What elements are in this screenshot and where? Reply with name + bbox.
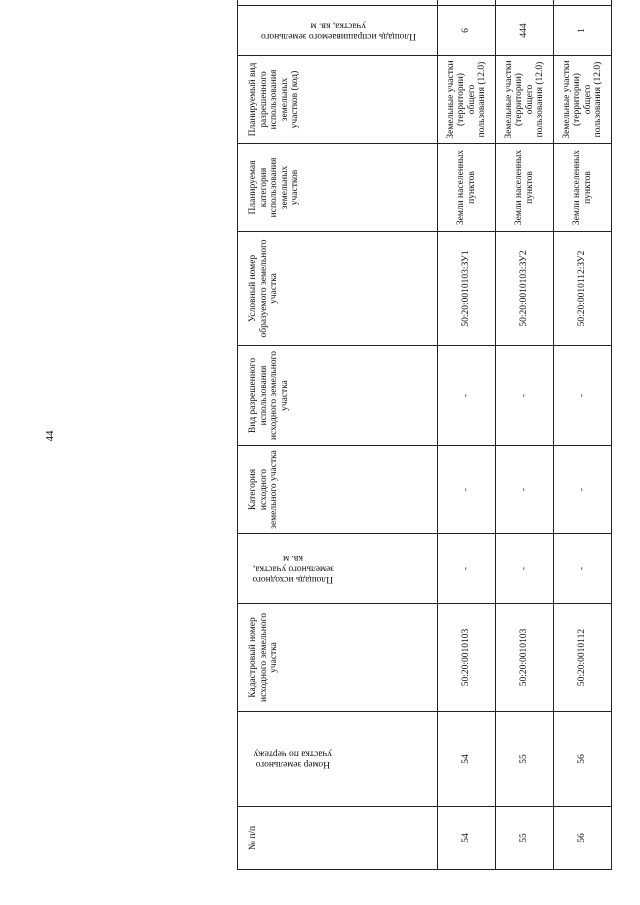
table-cell: 55: [496, 712, 554, 807]
header-text: Площадь испрашиваемого земельного участка, кв. м: [260, 20, 416, 41]
header-cell: [238, 56, 438, 144]
table-cell: 50:20:0010112: [554, 604, 612, 712]
page-number: 44: [44, 430, 56, 442]
header-text: Условный номер образуемого земельного участка: [248, 239, 279, 338]
table-cell: -: [438, 346, 496, 446]
table-cell: 50:20:0010103:ЗУ2: [496, 232, 554, 346]
header-cell: [238, 232, 438, 346]
header-cell: [238, 144, 438, 232]
table-cell: 50:20:0010112:ЗУ2: [554, 232, 612, 346]
header-text: Вид разрешенного использования исходного земельного участка: [248, 351, 290, 441]
header-text: № п/п: [248, 825, 258, 851]
table-cell: [496, 0, 554, 6]
header-cell: [238, 346, 438, 446]
header-text: Планируемая категория использования земельных участков: [248, 157, 300, 218]
header-cell: [238, 807, 438, 870]
table-cell: 50:20:0010103: [438, 604, 496, 712]
rotated-table-wrapper: [237, 5, 603, 870]
table-cell: 56: [554, 712, 612, 807]
header-text: Категория исходного земельного участка: [248, 450, 279, 529]
table-cell: 55: [496, 807, 554, 870]
table-cell: Земли населенных пунктов: [496, 144, 554, 232]
header-text: Площадь исходного земельного участка, кв. м: [252, 553, 334, 585]
table-cell: -: [496, 534, 554, 604]
table-cell: 56: [554, 807, 612, 870]
table-cell: Земельные участки (территории) общего пользования (12.0): [554, 56, 612, 144]
table-cell: 54: [438, 712, 496, 807]
table-row: [438, 0, 496, 870]
table-cell: Земельные участки (территории) общего пользования (12.0): [438, 56, 496, 144]
header-text: Номер земельного участка по чертежу: [253, 749, 333, 770]
table-cell: Земли населенных пунктов: [438, 144, 496, 232]
header-cell: [238, 446, 438, 534]
header-cell: [238, 604, 438, 712]
header-cell: [238, 712, 438, 807]
table-cell: Земельные участки (территории) общего пользования (12.0): [496, 56, 554, 144]
header-cell: [238, 6, 438, 56]
table-cell: 1: [554, 6, 612, 56]
table-cell: [554, 0, 612, 6]
table-row: [496, 0, 554, 870]
header-text: Планируемый вид разрешенного использования земельных участков (код): [248, 62, 300, 137]
table-cell: -: [554, 534, 612, 604]
header-cell: [238, 0, 438, 6]
table-cell: -: [438, 534, 496, 604]
header-cell: [238, 534, 438, 604]
table-cell: -: [496, 346, 554, 446]
table-cell: 444: [496, 6, 554, 56]
table-row: [554, 0, 612, 870]
table-header-row: [238, 0, 438, 870]
table-cell: -: [554, 446, 612, 534]
table-cell: -: [438, 446, 496, 534]
table-cell: 50:20:0010103:ЗУ1: [438, 232, 496, 346]
table-cell: [438, 0, 496, 6]
table-cell: -: [496, 446, 554, 534]
table-cell: Земли населенных пунктов: [554, 144, 612, 232]
header-text: Кадастровый номер исходного земельного участка: [248, 613, 279, 703]
table-cell: 54: [438, 807, 496, 870]
table-cell: 6: [438, 6, 496, 56]
table-cell: -: [554, 346, 612, 446]
table-cell: 50:20:0010103: [496, 604, 554, 712]
land-plots-table: [237, 0, 612, 870]
